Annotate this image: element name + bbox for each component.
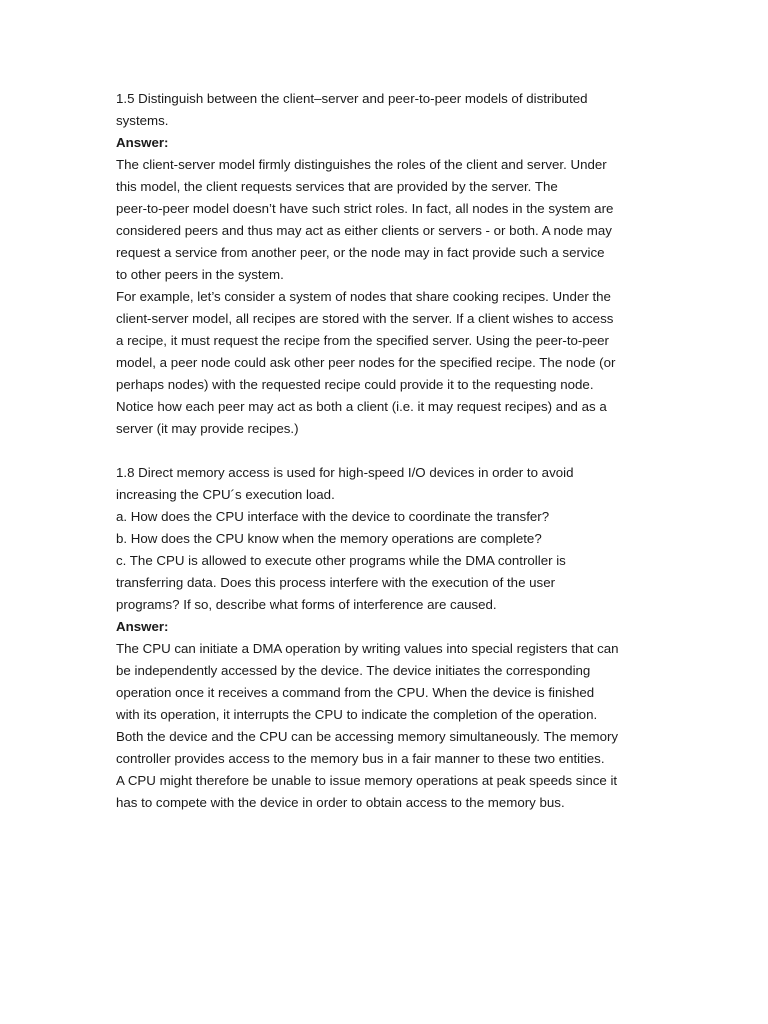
question-text-line: transferring data. Does this process interfere with the execution of the user	[116, 575, 556, 590]
question-1-8	[116, 462, 661, 616]
answer-text-line: with its operation, it interrupts the CPU to indicate the completion of the operation.	[116, 707, 598, 722]
answer-text-line: model, a peer node could ask other peer nodes for the specified recipe. The node (or	[116, 355, 616, 370]
answer-text-line: A CPU might therefore be unable to issue memory operations at peak speeds since it	[116, 773, 618, 788]
answer-text-line: For example, let’s consider a system of nodes that share cooking recipes. Under the	[116, 289, 611, 304]
answer-1-5	[116, 154, 661, 440]
answer-text-line: server (it may provide recipes.)	[116, 421, 299, 436]
answer-label: Answer:	[116, 619, 169, 634]
question-1-5	[116, 88, 661, 132]
answer-label: Answer:	[116, 135, 169, 150]
question-text-line: b. How does the CPU know when the memory operations are complete?	[116, 531, 542, 546]
question-text-line: a. How does the CPU interface with the device to coordinate the transfer?	[116, 509, 550, 524]
answer-text-line: operation once it receives a command from the CPU. When the device is finished	[116, 685, 595, 700]
question-text-line: programs? If so, describe what forms of interference are caused.	[116, 597, 497, 612]
answer-text-line: request a service from another peer, or the node may in fact provide such a service	[116, 245, 605, 260]
answer-text-line: The client-server model firmly distinguishes the roles of the client and server. Under	[116, 157, 607, 172]
document-page	[116, 88, 661, 814]
paragraph-gap	[116, 440, 661, 462]
answer-text-line: client-server model, all recipes are stored with the server. If a client wishes to access	[116, 311, 614, 326]
question-text-line: systems.	[116, 113, 169, 128]
question-text-line: c. The CPU is allowed to execute other programs while the DMA controller is	[116, 553, 566, 568]
answer-text-line: to other peers in the system.	[116, 267, 284, 282]
answer-text-line: perhaps nodes) with the requested recipe could provide it to the requesting node.	[116, 377, 594, 392]
answer-text-line: a recipe, it must request the recipe from the specified server. Using the peer-to-peer	[116, 333, 609, 348]
question-text-line: 1.8 Direct memory access is used for high-speed I/O devices in order to avoid	[116, 465, 574, 480]
answer-1-8	[116, 638, 661, 814]
answer-text-line: Notice how each peer may act as both a client (i.e. it may request recipes) and as a	[116, 399, 607, 414]
answer-text-line: this model, the client requests services that are provided by the server. The	[116, 179, 558, 194]
answer-text-line: considered peers and thus may act as either clients or servers - or both. A node may	[116, 223, 612, 238]
answer-text-line: has to compete with the device in order to obtain access to the memory bus.	[116, 795, 565, 810]
answer-text-line: be independently accessed by the device. The device initiates the corresponding	[116, 663, 591, 678]
answer-text-line: peer-to-peer model doesn’t have such strict roles. In fact, all nodes in the system are	[116, 201, 614, 216]
answer-text-line: The CPU can initiate a DMA operation by writing values into special registers that can	[116, 641, 619, 656]
question-text-line: 1.5 Distinguish between the client–server and peer-to-peer models of distributed	[116, 91, 588, 106]
answer-text-line: Both the device and the CPU can be accessing memory simultaneously. The memory	[116, 729, 619, 744]
answer-text-line: controller provides access to the memory bus in a fair manner to these two entities.	[116, 751, 605, 766]
question-text-line: increasing the CPU´s execution load.	[116, 487, 335, 502]
